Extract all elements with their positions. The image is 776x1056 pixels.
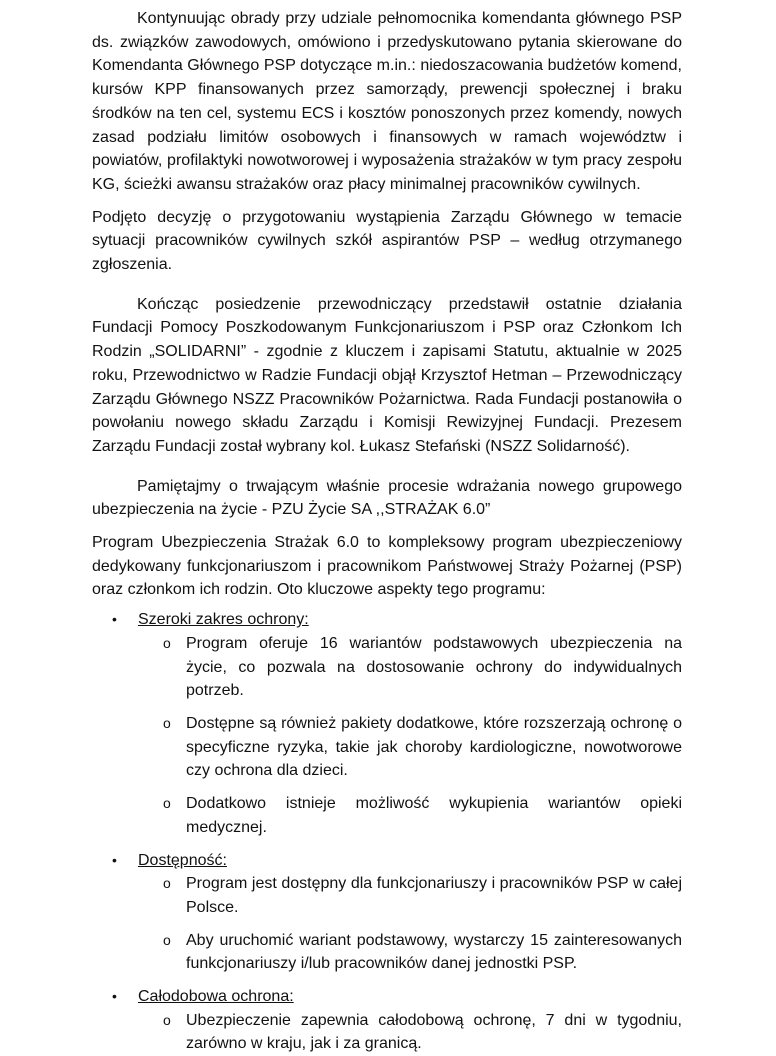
list-item-coverage (92, 608, 682, 839)
circle-bullet-icon: o (163, 714, 171, 731)
list-item-availability (92, 849, 682, 977)
sub-list (138, 872, 682, 976)
paragraph-program-intro: Program Ubezpieczenia Strażak 6.0 to kompleksowy program ubezpieczeniowy dedykowany funkcjonariuszom i pracownikom Państwowej Straży Pożarnej (PSP) oraz członkom ich rodzin. Oto kluczowe aspekty tego programu: (92, 534, 682, 599)
sub-list-item: o Aby uruchomić wariant podstawowy, wystarczy 15 zainteresowanych funkcjonariuszy i/lub pracowników danej jednostki PSP. (138, 929, 682, 976)
circle-bullet-icon: o (163, 634, 171, 651)
circle-bullet-icon: o (163, 875, 171, 892)
bullet-icon: • (112, 611, 117, 628)
circle-bullet-icon: o (163, 931, 171, 948)
list-heading: Dostępność: (138, 851, 227, 869)
list-heading: Szeroki zakres ochrony: (138, 611, 309, 629)
sub-list (138, 1009, 682, 1056)
sub-list-item: o Dostępne są również pakiety dodatkowe, które rozszerzają ochronę o specyficzne ryzyka, takie jak choroby kardiologiczne, nowotworowe czy ochrona dla dzieci. (138, 712, 682, 783)
sub-list-item: o Program oferuje 16 wariantów podstawowych ubezpieczenia na życie, co pozwala na dostosowanie ochrony do indywidualnych potrzeb. (138, 632, 682, 703)
list-item-round-the-clock (92, 985, 682, 1056)
sub-list (138, 632, 682, 840)
bullet-icon: • (112, 851, 117, 868)
sub-list-item: o Program jest dostępny dla funkcjonariuszy i pracowników PSP w całej Polsce. (138, 872, 682, 919)
circle-bullet-icon: o (163, 1011, 171, 1028)
paragraph-insurance-reminder: Pamiętajmy o trwającym właśnie procesie wdrażania nowego grupowego ubezpieczenia na życie - PZU Życie SA ,,STRAŻAK 6.0” (92, 477, 682, 519)
sub-list-item: o Ubezpieczenie zapewnia całodobową ochronę, 7 dni w tygodniu, zarówno w kraju, jak i za granicą. (138, 1009, 682, 1056)
paragraph-decision: Podjęto decyzję o przygotowaniu wystąpienia Zarządu Głównego w temacie sytuacji pracowników cywilnych szkół aspirantów PSP – według otrzymanego zgłoszenia. (92, 208, 682, 274)
list-heading: Całodobowa ochrona: (138, 988, 294, 1006)
paragraph-foundation: Kończąc posiedzenie przewodniczący przedstawił ostatnie działania Fundacji Pomocy Poszkodowanym Funkcjonariuszom i PSP oraz Członkom Ich Rodzin „SOLIDARNI” - zgodnie z kluczem i zapisami Statutu, aktualnie w 2025 roku, Przewodnictwo w Radzie Fundacji objął Krzysztof Hetman – Przewodniczący Zarządu Głównego NSZZ Pracowników Pożarnictwa. Rada Fundacji postanowiła o powołaniu nowego składu Zarządu i Komisji Rewizyjnej Fundacji. Prezesem Zarządu Fundacji został wybrany kol. Łukasz Stefański (NSZZ Solidarność). (92, 295, 682, 455)
sub-list-item: o Dodatkowo istnieje możliwość wykupienia wariantów opieki medycznej. (138, 792, 682, 839)
circle-bullet-icon: o (163, 795, 171, 812)
bullet-icon: • (112, 988, 117, 1005)
paragraph-meeting-discussion: Kontynuując obrady przy udziale pełnomocnika komendanta głównego PSP ds. związków zawodowych, omówiono i przedyskutowano pytania skierowane do Komendanta Głównego PSP dotyczące m.in.: niedoszacowania budżetów komend, kursów KPP finansowanych przez samorządy, prewencji społecznej i braku środków na ten cel, systemu ECS i kosztów ponoszonych przez komendy, nowych zasad podziału limitów osobowych i finansowych w ramach województw i powiatów, profilaktyki nowotworowej i wyposażenia strażaków w tym pracy zespołu KG, ścieżki awansu strażaków oraz płacy minimalnej pracowników cywilnych. (92, 10, 682, 193)
program-aspects-list (92, 608, 682, 1056)
